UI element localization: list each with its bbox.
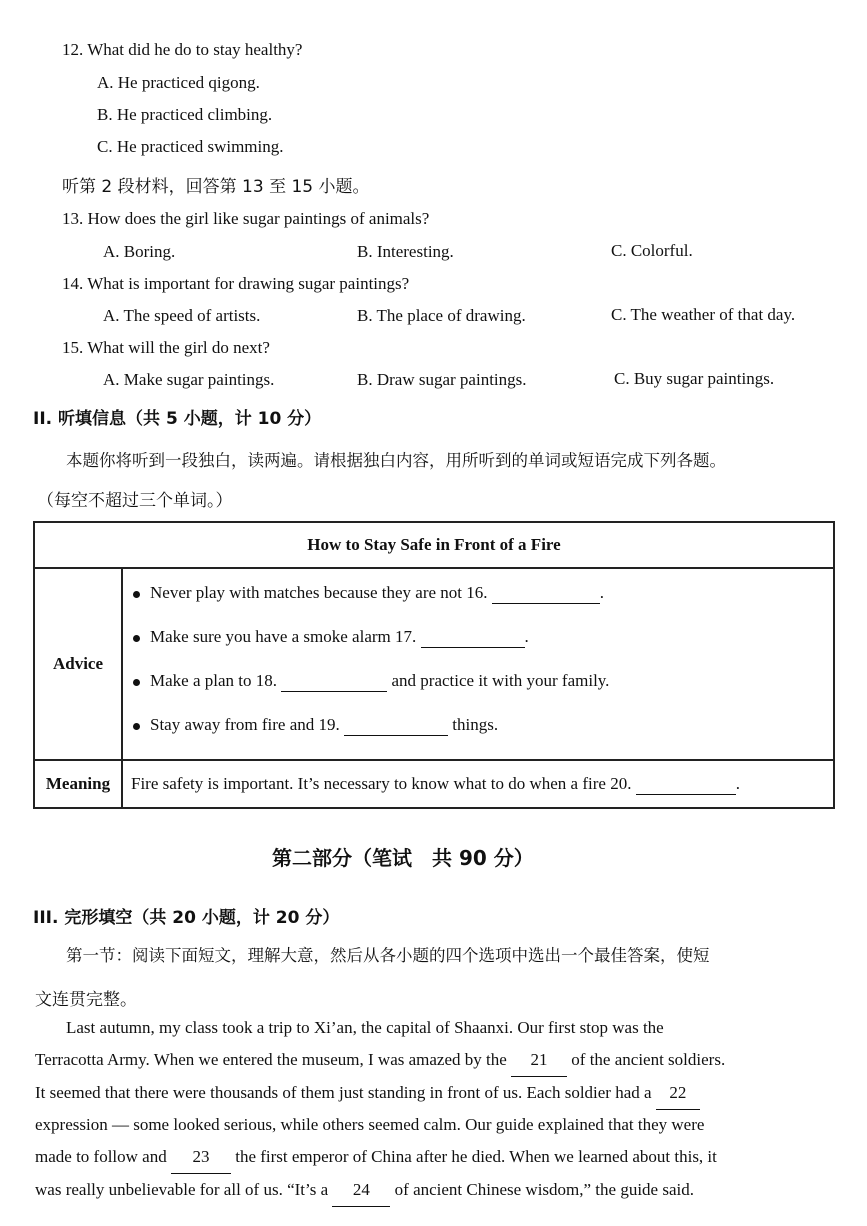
section-3-instruction-line1: 第一节：阅读下面短文，理解大意，然后从各小题的四个选项中选出一个最佳答案，使短 xyxy=(66,946,710,965)
section-2-instruction-line2: （每空不超过三个单词。） xyxy=(37,491,233,511)
blank-24: 24 xyxy=(332,1174,390,1207)
passage-line-6 xyxy=(35,1174,694,1207)
advice-item-17 xyxy=(133,627,529,648)
bullet-icon xyxy=(133,635,140,642)
advice-item-19 xyxy=(133,715,498,736)
section-3-heading: III. 完形填空（共 20 小题，计 20 分） xyxy=(33,908,340,928)
passage-line-2-end: of the ancient soldiers. xyxy=(571,1050,726,1069)
passage-line-2 xyxy=(35,1044,725,1077)
question-14-option-c: C. The weather of that day. xyxy=(611,305,796,324)
question-12-option-b: B. He practiced climbing. xyxy=(97,105,273,124)
blank-19 xyxy=(344,715,448,736)
passage-line-5-end: the first emperor of China after he died. When we learned about this, it xyxy=(235,1147,717,1166)
advice-cell xyxy=(122,568,834,760)
blank-21: 21 xyxy=(511,1044,567,1077)
question-13-option-a: A. Boring. xyxy=(103,242,176,261)
meaning-label: Meaning xyxy=(34,760,122,808)
question-14-option-b: B. The place of drawing. xyxy=(357,306,526,325)
passage-line-4: expression — some looked serious, while others seemed calm. Our guide explained that they were xyxy=(35,1115,705,1134)
bullet-icon xyxy=(133,723,140,730)
question-13-option-b: B. Interesting. xyxy=(357,242,454,261)
question-15-stem: 15. What will the girl do next? xyxy=(62,338,270,357)
bullet-icon xyxy=(133,591,140,598)
meaning-end: . xyxy=(735,773,740,793)
question-13-stem: 13. How does the girl like sugar paintings of animals? xyxy=(62,209,430,228)
passage-line-2-start: Terracotta Army. When we entered the museum, I was amazed by the xyxy=(35,1050,507,1069)
section-2-heading: II. 听填信息（共 5 小题，计 10 分） xyxy=(33,409,322,429)
question-12-option-c: C. He practiced swimming. xyxy=(97,137,284,156)
question-13-option-c: C. Colorful. xyxy=(611,241,693,260)
advice-16-text: Never play with matches because they are not 16. xyxy=(150,583,488,602)
passage-line-3 xyxy=(35,1077,700,1110)
blank-22: 22 xyxy=(656,1077,700,1110)
blank-23: 23 xyxy=(171,1141,231,1174)
advice-18-end: and practice it with your family. xyxy=(391,671,610,690)
advice-19-end: things. xyxy=(452,715,499,734)
part-2-heading: 第二部分（笔试 共 90 分） xyxy=(272,846,534,870)
listening-instruction-2: 听第 2 段材料，回答第 13 至 15 小题。 xyxy=(62,177,370,197)
bullet-icon xyxy=(133,679,140,686)
blank-16 xyxy=(492,583,600,604)
blank-17 xyxy=(421,627,525,648)
question-12-option-a: A. He practiced qigong. xyxy=(97,73,260,92)
advice-17-text: Make sure you have a smoke alarm 17. xyxy=(150,627,417,646)
advice-item-16 xyxy=(133,583,604,604)
passage-line-3-start: It seemed that there were thousands of them just standing in front of us. Each soldier had a xyxy=(35,1083,652,1102)
meaning-text: Fire safety is important. It’s necessary to know what to do when a fire 20. xyxy=(131,773,632,793)
advice-18-text: Make a plan to 18. xyxy=(150,671,277,690)
advice-16-end: . xyxy=(599,583,605,602)
passage-line-5 xyxy=(35,1141,717,1174)
advice-item-18 xyxy=(133,671,609,692)
question-15-option-b: B. Draw sugar paintings. xyxy=(357,370,527,389)
question-12-stem: 12. What did he do to stay healthy? xyxy=(62,40,303,59)
passage-line-6-start: was really unbelievable for all of us. “It’s a xyxy=(35,1180,329,1199)
table-title: How to Stay Safe in Front of a Fire xyxy=(34,522,834,568)
blank-18 xyxy=(281,671,387,692)
passage-line-1: Last autumn, my class took a trip to Xi’an, the capital of Shaanxi. Our first stop was the xyxy=(66,1018,664,1037)
question-15-option-c: C. Buy sugar paintings. xyxy=(614,369,775,388)
section-2-instruction-line1: 本题你将听到一段独白，读两遍。请根据独白内容，用所听到的单词或短语完成下列各题。 xyxy=(66,451,726,470)
question-15-option-a: A. Make sugar paintings. xyxy=(103,370,275,389)
question-14-option-a: A. The speed of artists. xyxy=(103,306,261,325)
section-3-instruction-line2: 文连贯完整。 xyxy=(35,990,137,1010)
advice-label: Advice xyxy=(34,568,122,760)
question-14-stem: 14. What is important for drawing sugar paintings? xyxy=(62,274,410,293)
blank-20 xyxy=(636,774,736,795)
advice-17-end: . xyxy=(524,627,529,646)
passage-line-6-end: of ancient Chinese wisdom,” the guide said. xyxy=(394,1180,694,1199)
passage-line-5-start: made to follow and xyxy=(35,1147,167,1166)
fire-safety-table xyxy=(33,521,835,809)
advice-19-text: Stay away from fire and 19. xyxy=(150,715,340,734)
meaning-cell xyxy=(122,760,834,808)
